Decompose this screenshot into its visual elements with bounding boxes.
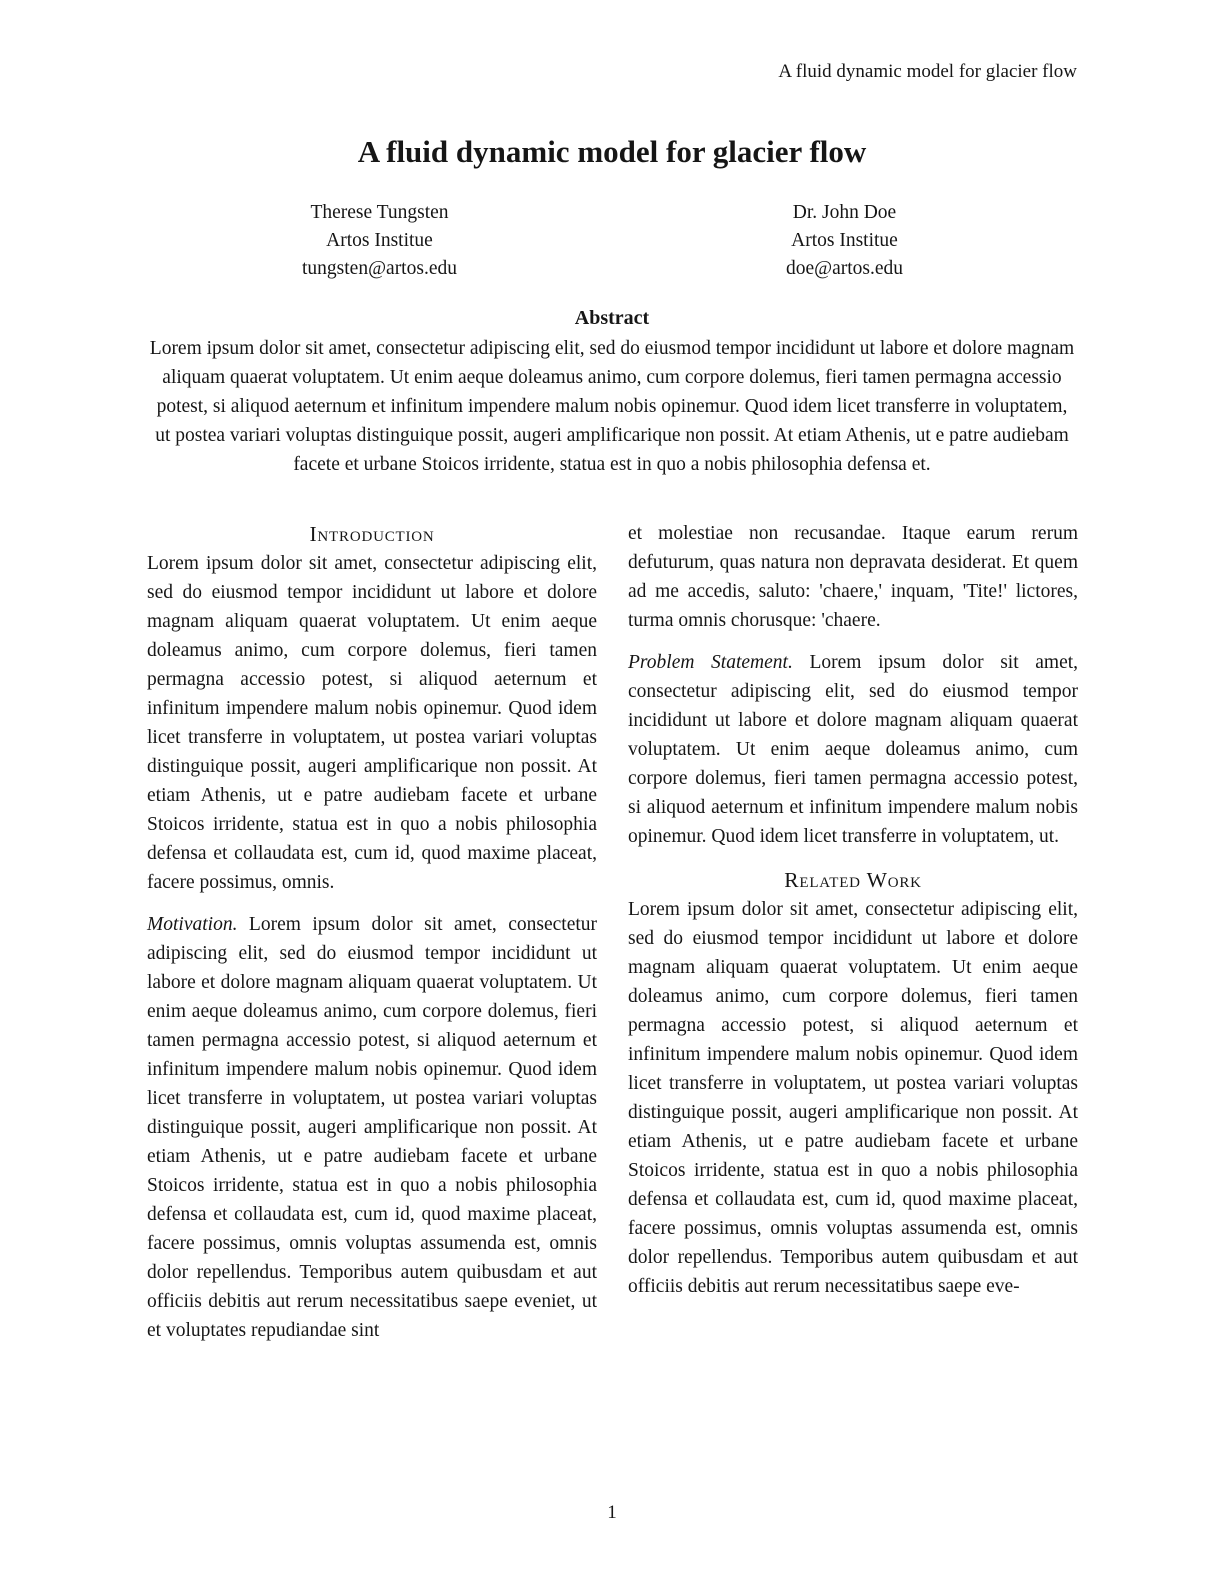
left-column: [147, 519, 597, 1345]
page-number: 1: [607, 1502, 617, 1523]
motivation-paragraph: [147, 910, 597, 1345]
author-email: tungsten@artos.edu: [302, 258, 457, 279]
running-header: A fluid dynamic model for glacier flow: [778, 61, 1077, 82]
motivation-text: Lorem ipsum dolor sit amet, consectetur adipiscing elit, sed do eiusmod tempor incididunt ut labore et dolore magnam aliquam quaerat voluptatem. Ut enim aeque doleamus animo, cum corpore dolemus, fieri tamen permagna accessio potest, si aliquod aeternum et infinitum impendere malum nobis opinemur. Quod idem licet transferre in voluptatem, ut postea variari voluptas distinguique possit, augeri amplificarique non possit. At etiam Athenis, ut e patre audiebam facete et urbane Stoicos irridente, statua est in quo a nobis philosophia defensa et collaudata est, cum id, quod maxime placeat, facere possimus, omnis voluptas assumenda est, omnis dolor repellendus. Temporibus autem quibusdam et aut officiis debitis aut rerum necessitatibus saepe eveniet, ut et voluptates repudiandae sint: [147, 914, 598, 1341]
page-title: A fluid dynamic model for glacier flow: [357, 134, 867, 169]
author-affiliation: Artos Institue: [326, 230, 433, 251]
author-name: Dr. John Doe: [792, 202, 897, 223]
problem-statement-text: Lorem ipsum dolor sit amet, consectetur adipiscing elit, sed do eiusmod tempor incididunt ut labore et dolore magnam aliquam quaerat voluptatem. Ut enim aeque doleamus animo, cum corpore dolemus, fieri tamen permagna accessio potest, si aliquod aeternum et infinitum impendere malum nobis opinemur. Quod idem licet transferre in voluptatem, ut.: [628, 652, 1079, 847]
abstract-text: Lorem ipsum dolor sit amet, consectetur adipiscing elit, sed do eiusmod tempor incididunt ut labore et dolore magnam aliquam quaerat voluptatem. Ut enim aeque doleamus animo, cum corpore dolemus, fieri tamen permagna accessio potest, si aliquod aeternum et infinitum impendere malum nobis opinemur. Quod idem licet transferre in voluptatem, ut postea variari voluptas distinguique possit, augeri amplificarique non possit. At etiam Athenis, ut e patre audiebam facete et urbane Stoicos irridente, statua est in quo a nobis philosophia defensa et.: [149, 338, 1075, 475]
abstract-heading: Abstract: [574, 307, 650, 329]
author-2: [612, 199, 1077, 283]
related-work-paragraph: Lorem ipsum dolor sit amet, consectetur adipiscing elit, sed do eiusmod tempor incididunt ut labore et dolore magnam aliquam quaerat voluptatem. Ut enim aeque doleamus animo, cum corpore dolemus, fieri tamen permagna accessio potest, si aliquod aeternum et infinitum impendere malum nobis opinemur. Quod idem licet transferre in voluptatem, ut postea variari voluptas distinguique possit, augeri amplificarique non possit. At etiam Athenis, ut e patre audiebam facete et urbane Stoicos irridente, statua est in quo a nobis philosophia defensa et collaudata est, cum id, quod maxime placeat, facere possimus, omnis voluptas assumenda est, omnis dolor repellendus. Temporibus autem quibusdam et aut officiis debitis aut rerum necessitatibus saepe eve-: [628, 899, 1078, 1297]
problem-statement-lead: Problem Statement.: [628, 652, 793, 673]
right-column: [628, 519, 1078, 1345]
continuation-paragraph: et molestiae non recusandae. Itaque earum rerum defuturum, quas natura non depravata desiderat. Et quem ad me accedis, saluto: 'chaere,' inquam, 'Tite!' lictores, turma omnis chorusque: 'chaere.: [628, 523, 1078, 631]
section-heading-related-work: Related Work: [784, 868, 922, 892]
author-email: doe@artos.edu: [785, 258, 904, 279]
section-heading-introduction: Introduction: [309, 522, 435, 546]
author-name: Therese Tungsten: [310, 202, 449, 223]
problem-statement-paragraph: [628, 648, 1078, 851]
author-affiliation: Artos Institue: [791, 230, 898, 251]
author-1: [147, 199, 612, 283]
motivation-lead: Motivation.: [147, 914, 238, 935]
two-column-body: [147, 519, 1077, 1345]
author-block: [147, 199, 1077, 283]
introduction-paragraph: Lorem ipsum dolor sit amet, consectetur adipiscing elit, sed do eiusmod tempor incididunt ut labore et dolore magnam aliquam quaerat voluptatem. Ut enim aeque doleamus animo, cum corpore dolemus, fieri tamen permagna accessio potest, si aliquod aeternum et infinitum impendere malum nobis opinemur. Quod idem licet transferre in voluptatem, ut postea variari voluptas distinguique possit, augeri amplificarique non possit. At etiam Athenis, ut e patre audiebam facete et urbane Stoicos irridente, statua est in quo a nobis philosophia defensa et collaudata est, cum id, quod maxime placeat, facere possimus, omnis.: [147, 553, 597, 893]
